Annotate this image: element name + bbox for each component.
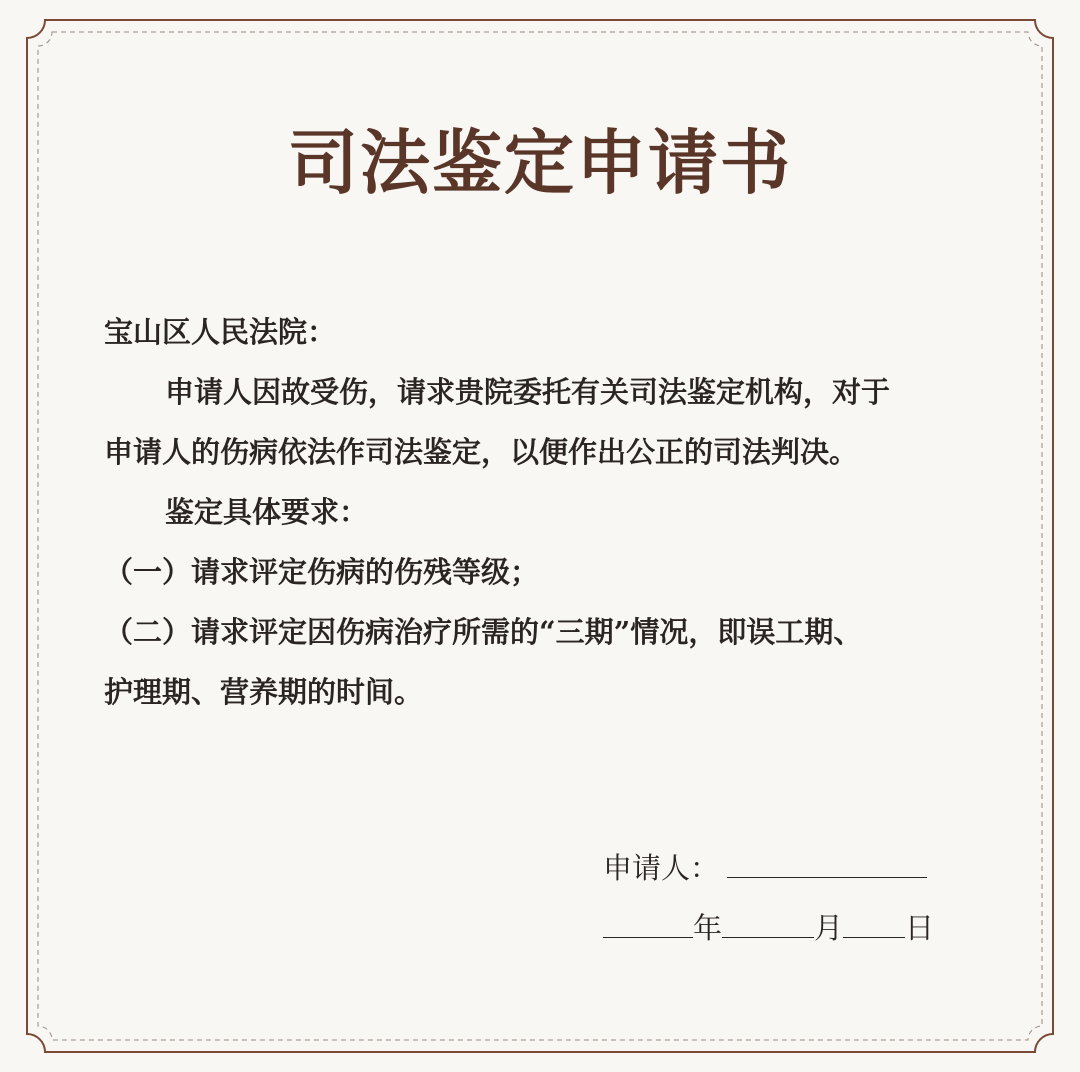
paragraph-line-2: 申请人的伤病依法作司法鉴定，以便作出公正的司法判决。 xyxy=(104,435,859,469)
day-blank[interactable] xyxy=(843,911,905,938)
paragraph-line-1: 申请人因故受伤，请求贵院委托有关司法鉴定机构，对于 xyxy=(165,375,891,409)
month-label: 月 xyxy=(814,911,844,945)
day-label: 日 xyxy=(905,911,935,945)
applicant-signature-line xyxy=(603,848,927,888)
requirements-heading: 鉴定具体要求： xyxy=(165,495,369,529)
requirement-item-2-line-1: （二）请求评定因伤病治疗所需的“三期”情况，即误工期、 xyxy=(104,615,863,649)
requirement-item-1: （一）请求评定伤病的伤残等级； xyxy=(104,555,540,589)
applicant-label: 申请人： xyxy=(603,851,720,885)
document-title: 司法鉴定申请书 xyxy=(288,121,792,204)
month-blank[interactable] xyxy=(722,911,814,938)
addressee: 宝山区人民法院： xyxy=(104,315,337,349)
year-blank[interactable] xyxy=(603,911,693,938)
date-line xyxy=(603,908,934,948)
applicant-blank[interactable] xyxy=(727,851,927,878)
requirement-item-2-line-2: 护理期、营养期的时间。 xyxy=(104,675,424,709)
year-label: 年 xyxy=(693,911,723,945)
